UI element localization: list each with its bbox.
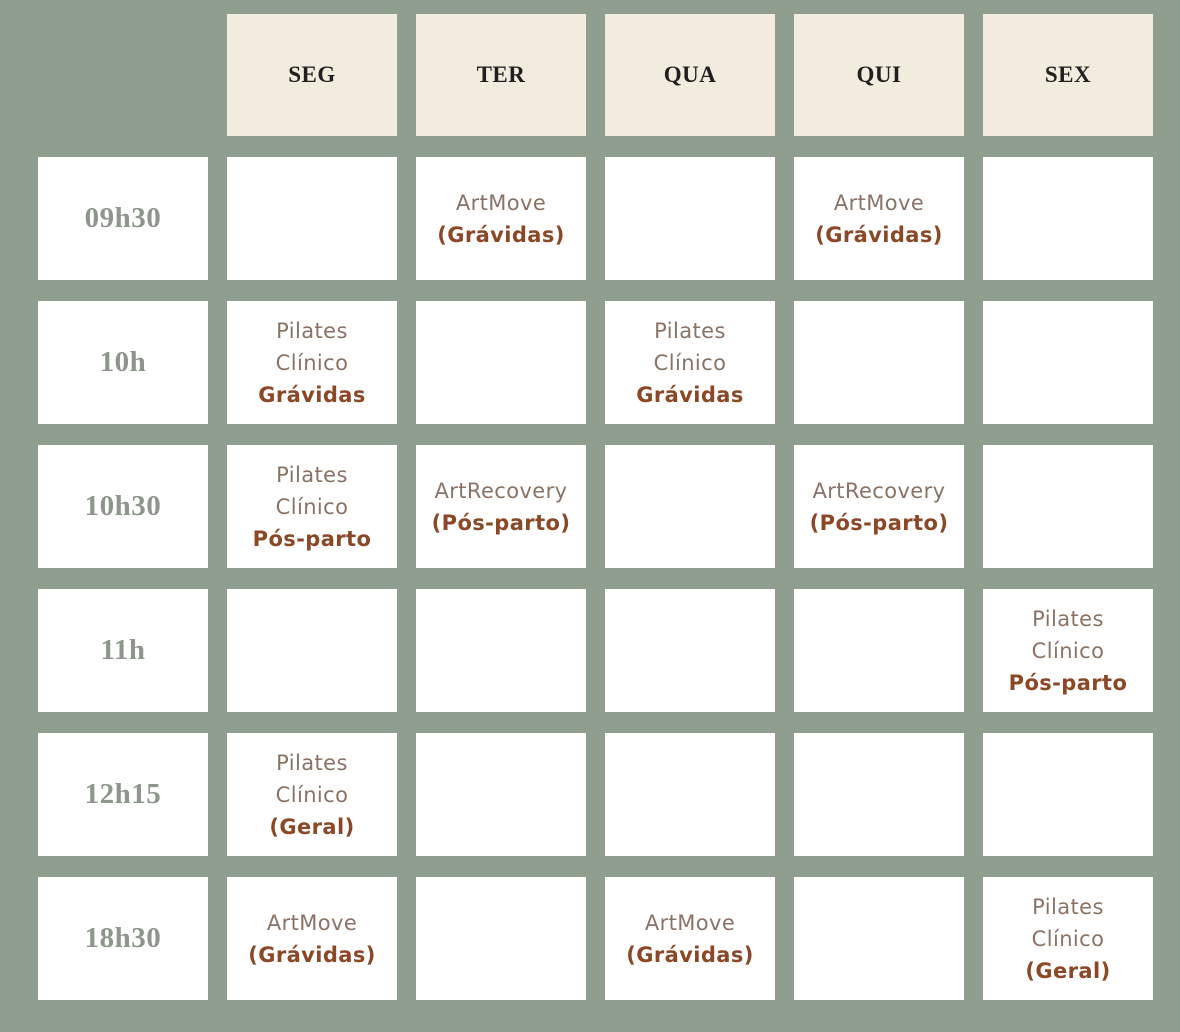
schedule-cell-ter-18h30	[416, 877, 586, 1000]
class-audience-label: (Grávidas)	[248, 942, 376, 967]
schedule-cell-ter-10h	[416, 301, 586, 424]
schedule-cell-seg-09h30	[227, 157, 397, 280]
schedule-cell-seg-11h	[227, 589, 397, 712]
schedule-cell-qua-10h	[605, 301, 775, 424]
schedule-cell-qui-18h30	[794, 877, 964, 1000]
time-label-11h: 11h	[38, 589, 208, 712]
schedule-cell-seg-10h30	[227, 445, 397, 568]
schedule-cell-seg-10h	[227, 301, 397, 424]
class-name-line: Clínico	[1031, 926, 1105, 951]
time-label-10h30: 10h30	[38, 445, 208, 568]
schedule-cell-qua-18h30	[605, 877, 775, 1000]
schedule-cell-qui-11h	[794, 589, 964, 712]
class-name-line: ArtMove	[455, 190, 547, 215]
class-audience-label: (Grávidas)	[437, 222, 565, 247]
schedule-cell-sex-09h30	[983, 157, 1153, 280]
day-header-ter: TER	[416, 14, 586, 136]
schedule-cell-sex-11h	[983, 589, 1153, 712]
schedule-cell-qui-09h30	[794, 157, 964, 280]
class-audience-label: Grávidas	[636, 382, 744, 407]
day-header-sex: SEX	[983, 14, 1153, 136]
schedule-cell-seg-18h30	[227, 877, 397, 1000]
schedule-cell-ter-10h30	[416, 445, 586, 568]
class-audience-label: (Grávidas)	[626, 942, 754, 967]
schedule-cell-ter-09h30	[416, 157, 586, 280]
schedule-cell-seg-12h15	[227, 733, 397, 856]
class-name-line: ArtRecovery	[434, 478, 568, 503]
schedule-cell-qua-10h30	[605, 445, 775, 568]
class-name-line: Pilates	[654, 318, 726, 343]
class-audience-label: (Pós-parto)	[809, 510, 949, 535]
day-header-qua: QUA	[605, 14, 775, 136]
schedule-cell-sex-10h30	[983, 445, 1153, 568]
schedule-cell-sex-18h30	[983, 877, 1153, 1000]
day-header-seg: SEG	[227, 14, 397, 136]
time-label-12h15: 12h15	[38, 733, 208, 856]
class-audience-label: (Geral)	[1025, 958, 1111, 983]
class-name-line: Pilates	[276, 462, 348, 487]
class-name-line: ArtRecovery	[812, 478, 946, 503]
class-audience-label: Pós-parto	[252, 526, 372, 551]
class-name-line: Pilates	[1032, 606, 1104, 631]
schedule-cell-ter-11h	[416, 589, 586, 712]
schedule-grid	[38, 14, 1153, 1000]
class-name-line: ArtMove	[266, 910, 358, 935]
class-audience-label: (Pós-parto)	[431, 510, 571, 535]
time-label-10h: 10h	[38, 301, 208, 424]
corner-spacer	[38, 14, 208, 136]
class-name-line: Pilates	[1032, 894, 1104, 919]
class-audience-label: (Grávidas)	[815, 222, 943, 247]
class-name-line: Pilates	[276, 750, 348, 775]
time-label-09h30: 09h30	[38, 157, 208, 280]
time-label-18h30: 18h30	[38, 877, 208, 1000]
class-name-line: ArtMove	[833, 190, 925, 215]
day-header-qui: QUI	[794, 14, 964, 136]
class-audience-label: Pós-parto	[1008, 670, 1128, 695]
class-name-line: Pilates	[276, 318, 348, 343]
class-name-line: Clínico	[275, 350, 349, 375]
schedule-cell-ter-12h15	[416, 733, 586, 856]
schedule-cell-sex-12h15	[983, 733, 1153, 856]
class-name-line: ArtMove	[644, 910, 736, 935]
class-name-line: Clínico	[275, 782, 349, 807]
schedule-cell-qui-12h15	[794, 733, 964, 856]
class-name-line: Clínico	[1031, 638, 1105, 663]
class-audience-label: Grávidas	[258, 382, 366, 407]
schedule-cell-qui-10h	[794, 301, 964, 424]
schedule-cell-qua-09h30	[605, 157, 775, 280]
class-name-line: Clínico	[275, 494, 349, 519]
schedule-cell-qui-10h30	[794, 445, 964, 568]
class-audience-label: (Geral)	[269, 814, 355, 839]
schedule-cell-qua-11h	[605, 589, 775, 712]
class-name-line: Clínico	[653, 350, 727, 375]
schedule-cell-sex-10h	[983, 301, 1153, 424]
schedule-cell-qua-12h15	[605, 733, 775, 856]
